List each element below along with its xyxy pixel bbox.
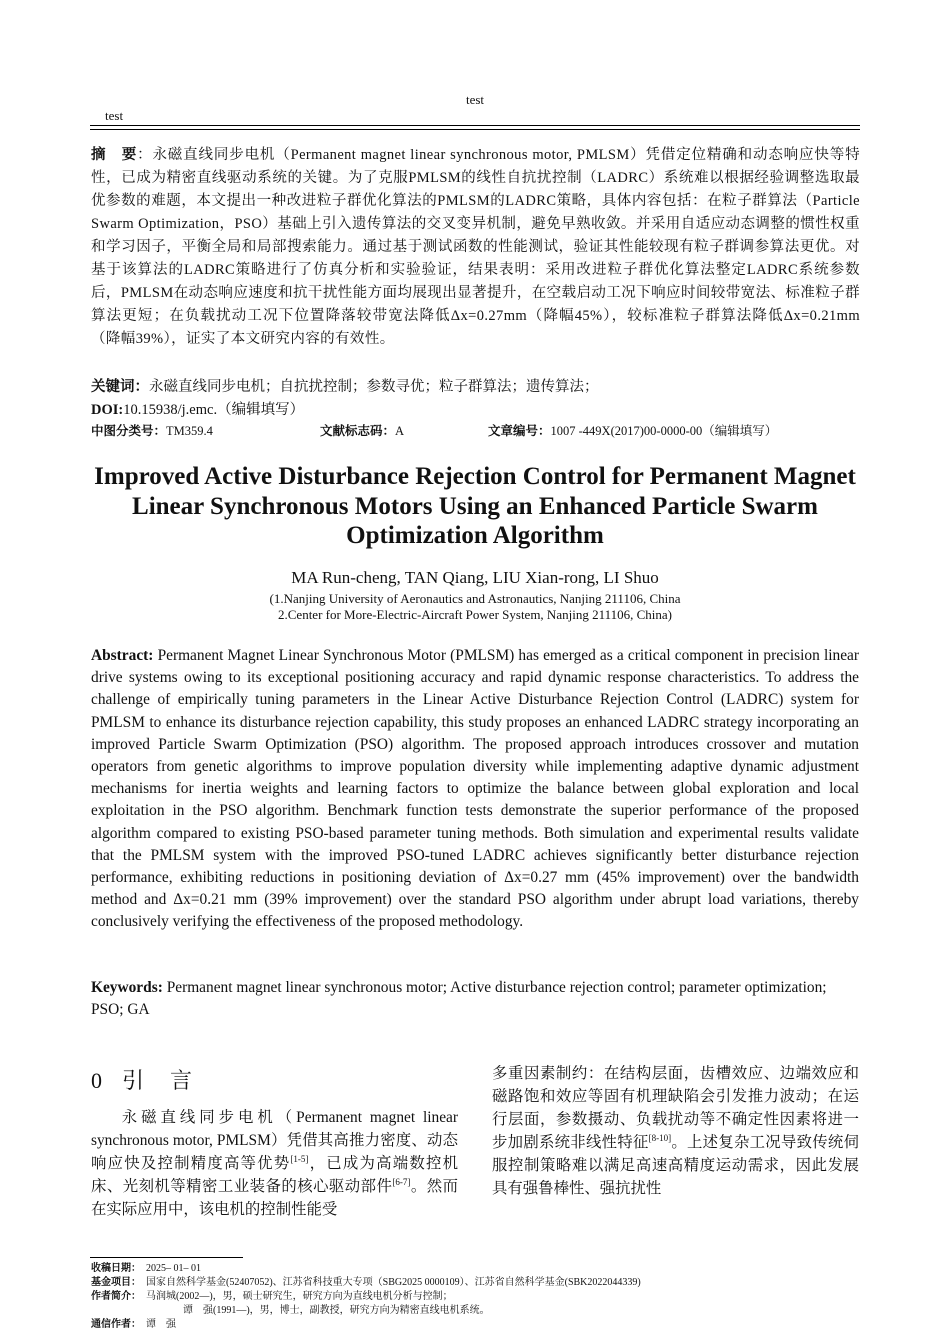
chinese-keywords-text: 永磁直线同步电机；自抗扰控制；参数寻优；粒子群算法；遗传算法；	[149, 379, 599, 395]
intro-paragraph-left	[91, 1106, 458, 1221]
english-title: Improved Active Disturbance Rejection Control for Permanent Magnet Linear Synchronous Motors Using an Enhanced Particle Swarm Optimization Algorithm	[94, 463, 856, 549]
author-info-label: 作者简介：	[91, 1291, 141, 1302]
footnote-corresponding	[91, 1318, 176, 1332]
document-code	[320, 422, 404, 440]
funding-text: 国家自然科学基金(52407052)、江苏省科技重大专项（SBG2025 0000109）、江苏省自然科学基金(SBK2022044339)	[146, 1277, 641, 1288]
doc-code-value: A	[395, 424, 405, 438]
chinese-keywords	[91, 376, 599, 398]
chinese-abstract-sep: ：	[137, 147, 153, 163]
author-info-1: 马润城(2002—)，男，硕士研究生，研究方向为直线电机分析与控制；	[146, 1291, 453, 1302]
corresponding-label: 通信作者：	[91, 1319, 141, 1330]
english-abstract-text: Permanent Magnet Linear Synchronous Motor (PMLSM) has emerged as a critical component in precision linear drive systems owing to its exceptional positioning accuracy and rapid dynamic response characteristics. To address the challenge of empirically tuning parameters in the Linear Active Disturbance Rejection Control (LADRC) system for PMLSM to enhance its disturbance rejection capability, this study proposes an enhanced LADRC strategy incorporating an improved Particle Swarm Optimization (PSO) algorithm. The proposed approach introduces crossover and mutation operators from genetic algorithms to improve population diversity while implementing adaptive dynamic adjustment mechanisms for inertia weights and learning factors to optimize the balance between global exploration and local exploitation in the PSO algorithm. Benchmark function tests demonstrate the superior performance of the proposed algorithm compared to existing PSO-based parameter tuning methods. Both simulation and experimental results validate that the PMLSM system with the improved PSO-tuned LADRC achieves significantly better disturbance rejection performance, exhibiting reductions in positioning deviation of Δx=0.27 mm (45% improvement) over the bandwidth method and Δx=0.21 mm (39% improvement) over the standard PSO algorithm under abrupt load variations, thereby conclusively verifying the effectiveness of the proposed methodology.	[91, 647, 859, 931]
running-header-center: test	[465, 92, 485, 107]
footnote-author	[91, 1290, 453, 1304]
citation-ref: [8-10]	[648, 1132, 672, 1143]
clc-value: TM359.4	[166, 424, 213, 438]
clc-label: 中图分类号：	[91, 424, 167, 438]
header-rule-thin	[90, 129, 860, 130]
affiliation-2: 2.Center for More-Electric-Aircraft Power System, Nanjing 211106, China)	[278, 607, 672, 622]
citation-ref: [6-7]	[392, 1176, 411, 1187]
article-number	[488, 422, 777, 440]
author-list: MA Run-cheng, TAN Qiang, LIU Xian-rong, LI Shuo	[291, 568, 659, 587]
section-heading	[91, 1064, 212, 1095]
funding-label: 基金项目：	[91, 1277, 141, 1288]
english-keywords-label: Keywords:	[91, 979, 163, 996]
english-abstract-label: Abstract:	[91, 647, 154, 664]
doi-label: DOI:	[91, 402, 124, 418]
header-rule-thick	[90, 125, 860, 126]
intro-left-text-3: 。然而在实际应用中，该电机的控制性能受	[91, 1178, 458, 1218]
english-keywords	[91, 977, 859, 1021]
footnote-received	[91, 1262, 201, 1276]
chinese-abstract-label: 摘 要	[91, 147, 138, 163]
intro-left-text-2: ，已成为高端数控机床、光刻机等精密工业装备的核心驱动部件	[91, 1155, 458, 1195]
chinese-abstract-text: 永磁直线同步电机（Permanent magnet linear synchronous motor, PMLSM）凭借定位精确和动态响应快等特性，已成为精密直线驱动系统的关键。为了克服PMLSM的线性自抗扰控制（LADRC）系统难以根据经验调整选取最优参数的难题，本文提出一种改进粒子群优化算法的PMLSM的LADRC策略，具体内容包括：在粒子群算法（Particle Swarm Optimization，PSO）基础上引入遗传算法的交叉变异机制，避免早熟收敛。并采用自适应动态调整的惯性权重和学习因子，平衡全局和局部搜索能力。通过基于测试函数的性能测试，验证其性能较现有粒子群调参算法更优。对基于该算法的LADRC策略进行了仿真分析和实验验证，结果表明：采用改进粒子群优化算法整定LADRC系统参数后，PMLSM在动态响应速度和抗干扰性能方面均展现出显著提升，在空载启动工况下响应时间较带宽法、标准粒子群算法更短；在负载扰动工况下位置降落较带宽法降低Δx=0.27mm（降幅45%），较标准粒子群算法降低Δx=0.21mm（降幅39%），证实了本文研究内容的有效性。	[91, 147, 861, 347]
received-label: 收稿日期：	[91, 1263, 141, 1274]
intro-left-text-1: 永磁直线同步电机（Permanent magnet linear synchronous motor, PMLSM）凭借其高推力密度、动态响应快及控制精度高等优势	[91, 1109, 458, 1172]
intro-right-text-1: 多重因素制约：在结构层面，齿槽效应、边端效应和磁路饱和效应等固有机理缺陷会引发推力波动；在运行层面，参数摄动、负载扰动等不确定性因素将进一步加剧系统非线性特征	[492, 1065, 859, 1151]
intro-paragraph-right	[492, 1062, 859, 1200]
doi-line	[91, 399, 304, 421]
section-number: 0	[91, 1068, 104, 1093]
received-date: 2025– 01– 01	[146, 1263, 201, 1274]
footnote-funding	[91, 1276, 641, 1290]
article-number-value: 1007 -449X(2017)00-0000-00（编辑填写）	[550, 424, 778, 438]
doi-text: 10.15938/j.emc.（编辑填写）	[123, 402, 305, 418]
article-number-label: 文章编号：	[488, 424, 551, 438]
running-header-left: test	[105, 108, 124, 123]
footnote-author-2: 谭 强(1991—)，男，博士，副教授，研究方向为精密直线电机系统。	[183, 1305, 490, 1316]
intro-right-text-2: 。上述复杂工况导致传统伺服控制策略难以满足高速高精度运动需求，因此发展具有强鲁棒性、强抗扰性	[492, 1134, 859, 1197]
doc-code-label: 文献标志码：	[320, 424, 396, 438]
chinese-keywords-label: 关键词：	[91, 379, 149, 395]
english-abstract	[91, 645, 859, 934]
chinese-abstract	[91, 144, 860, 351]
english-keywords-text: Permanent magnet linear synchronous motor; Active disturbance rejection control; parameter optimization; PSO; GA	[91, 979, 827, 1019]
citation-ref: [1-5]	[290, 1153, 309, 1164]
section-title: 引 言	[122, 1068, 195, 1093]
footnote-rule	[90, 1257, 243, 1258]
corresponding-author: 谭 强	[146, 1319, 176, 1330]
affiliation-1: (1.Nanjing University of Aeronautics and Astronautics, Nanjing 211106, China	[269, 591, 681, 606]
clc-number	[91, 422, 213, 440]
